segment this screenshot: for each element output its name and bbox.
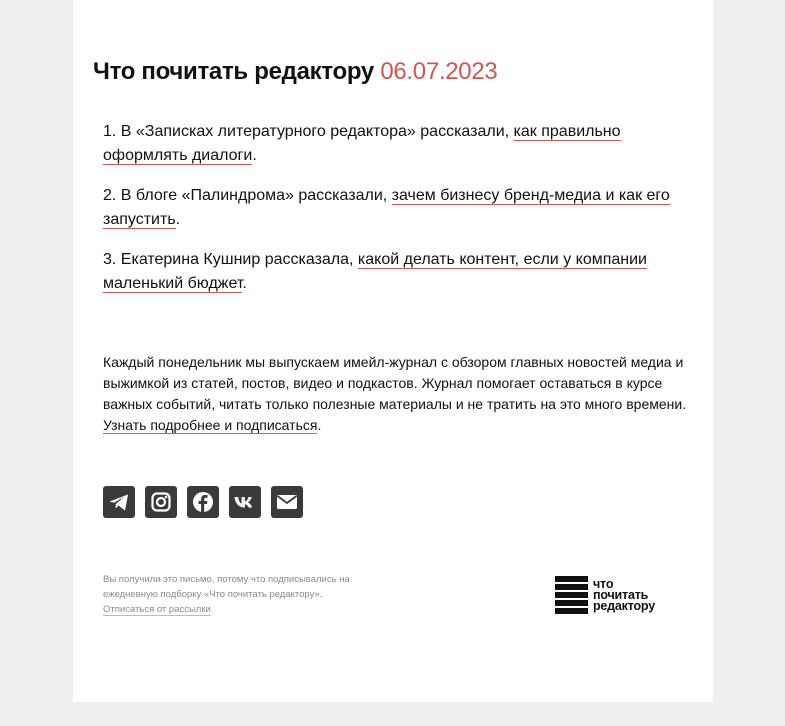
- article-link[interactable]: как правильно оформлять диалоги: [103, 123, 621, 164]
- article-list: [103, 120, 683, 312]
- issue-date: 06.07.2023: [380, 58, 498, 85]
- brand-logo[interactable]: [555, 576, 655, 614]
- list-item: [103, 120, 683, 168]
- item-text: 2. В блоге «Палиндрома» рассказали,: [103, 187, 392, 204]
- item-suffix: .: [175, 211, 181, 228]
- logo-line: почитать: [593, 587, 649, 602]
- item-suffix: .: [242, 275, 247, 292]
- logo-line: что: [593, 576, 614, 591]
- logo-text: [593, 576, 655, 613]
- item-text: 1. В «Записках литературного редактора» рассказали,: [103, 123, 514, 140]
- footer-note: [103, 572, 393, 617]
- item-text: 3. Екатерина Кушнир рассказала,: [103, 251, 358, 268]
- article-link[interactable]: какой делать контент, если у компании маленький бюджет: [103, 251, 647, 292]
- email-icon[interactable]: [271, 486, 303, 518]
- unsubscribe-link[interactable]: Отписаться от рассылки: [103, 604, 211, 615]
- logo-line: редактору: [593, 598, 655, 613]
- telegram-icon[interactable]: [103, 486, 135, 518]
- instagram-icon[interactable]: [145, 486, 177, 518]
- social-links: [103, 486, 303, 518]
- title-text: Что почитать редактору: [93, 58, 374, 85]
- intro-suffix: .: [317, 417, 322, 433]
- facebook-icon[interactable]: [187, 486, 219, 518]
- footer-text: Вы получили это письмо, потому что подписывались на ежедневную подборку «Что почитать редактору».: [103, 574, 350, 600]
- subscribe-link[interactable]: Узнать подробнее и подписаться: [103, 417, 318, 433]
- logo-mark-icon: [555, 576, 588, 614]
- intro-text: Каждый понедельник мы выпускаем имейл-журнал с обзором главных новостей медиа и выжимкой из статей, постов, видео и подкастов. Журнал помогает оставаться в курсе важных событий, читать только полезные материалы и не тратить на это много времени.: [103, 354, 687, 412]
- intro-paragraph: [103, 352, 688, 436]
- page-title: [93, 58, 497, 86]
- list-item: [103, 184, 683, 232]
- vk-icon[interactable]: [229, 486, 261, 518]
- email-card: [73, 0, 713, 702]
- list-item: [103, 248, 683, 296]
- item-suffix: .: [252, 147, 257, 164]
- article-link[interactable]: зачем бизнесу бренд-медиа и как его запустить: [103, 187, 670, 228]
